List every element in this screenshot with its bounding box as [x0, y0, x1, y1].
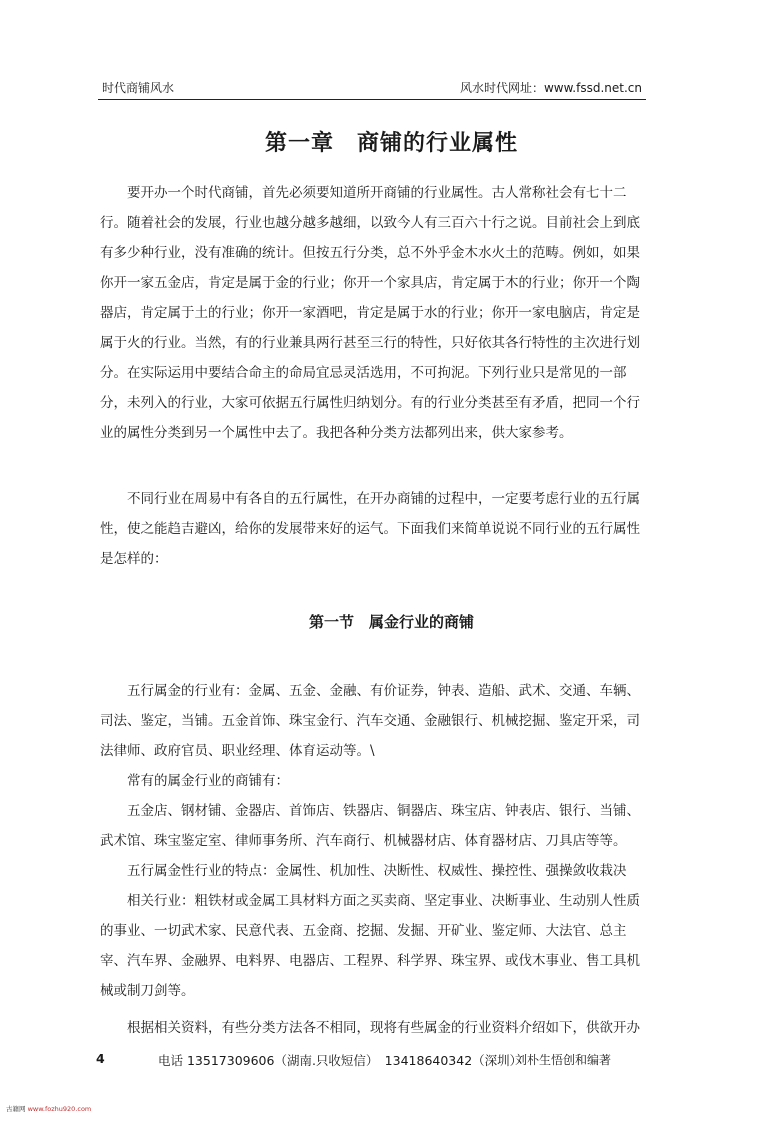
page-number: 4: [96, 1051, 105, 1066]
metal-traits-paragraph: 五行属金性行业的特点：金属性、机加性、决断性、权威性、操控性、强操敛收栽决: [100, 863, 627, 879]
intro-paragraph-2: 不同行业在周易中有各自的五行属性，在开办商铺的过程中，一定要考虑行业的五行属性，使之能趋吉避凶，给你的发展带来好的运气。下面我们来简单说说不同行业的五行属性是怎样的：: [100, 491, 640, 567]
common-shops-list: 五金店、钢材铺、金器店、首饰店、铁器店、铜器店、珠宝店、钟表店、银行、当铺、武术馆、珠宝鉴定室、律师事务所、汽车商行、机械器材店、体育器材店、刀具店等等。: [100, 803, 640, 849]
section-title: 第一节 属金行业的商铺: [308, 613, 474, 631]
running-header-title: 时代商铺风水: [102, 81, 175, 95]
metal-industries-paragraph: 五行属金的行业有：金属、五金、金融、有价证券，钟表、造船、武术、交通、车辆、司法、鉴定，当铺。五金首饰、珠宝金行、汽车交通、金融银行、机械挖掘、鉴定开采，司法律师、政府官员、职业经理、体育运动等。\: [100, 683, 640, 759]
watermark: [6, 1104, 91, 1113]
header-divider: [98, 99, 646, 100]
running-header-website: 风水时代网址：www.fssd.net.cn: [459, 81, 642, 95]
common-shops-heading: 常有的属金行业的商铺有：: [100, 773, 289, 789]
watermark-prefix: 古籍网: [6, 1105, 26, 1113]
related-industries-paragraph: 相关行业：粗铁材或金属工具材料方面之买卖商、坚定事业、决断事业、生动别人性质的事业、一切武术家、民意代表、五金商、挖掘、发掘、开矿业、鉴定师、大法官、总主宰、汽车界、金融界、电料界、电器店、工程界、科学界、珠宝界、或伐木事业、售工具机械或制刀剑等。: [100, 893, 640, 999]
footer-phone: 电话 13517309606（湖南.只收短信） 13418640342（深圳）: [158, 1053, 523, 1068]
footer-author: 刘朴生悟创和编著: [515, 1053, 612, 1067]
intro-paragraph-1: 要开办一个时代商铺，首先必须要知道所开商铺的行业属性。古人常称社会有七十二行。随着社会的发展，行业也越分越多越细，以致今人有三百六十行之说。目前社会上到底有多少种行业，没有准确的统计。但按五行分类，总不外乎金木水火土的范畴。例如，如果你开一家五金店，肯定是属于金的行业；你开一个家具店，肯定属于木的行业；你开一个陶器店，肯定属于土的行业；你开一家酒吧，肯定是属于水的行业；你开一家电脑店，肯定是属于火的行业。当然，有的行业兼具两行甚至三行的特性，只好依其各行特性的主次进行划分。在实际运用中要结合命主的命局宜忌灵活选用，不可拘泥。下列行业只是常见的一部分，未列入的行业，大家可依据五行属性归纳划分。有的行业分类甚至有矛盾，把同一个行业的属性分类到另一个属性中去了。我把各种分类方法都列出来，供大家参考。: [100, 185, 640, 441]
watermark-url: www.fozhu920.com: [27, 1105, 92, 1113]
closing-paragraph: 根据相关资料，有些分类方法各不相同，现将有些属金的行业资料介绍如下，供欲开办: [100, 1020, 640, 1036]
chapter-title: 第一章 商铺的行业属性: [264, 131, 518, 156]
